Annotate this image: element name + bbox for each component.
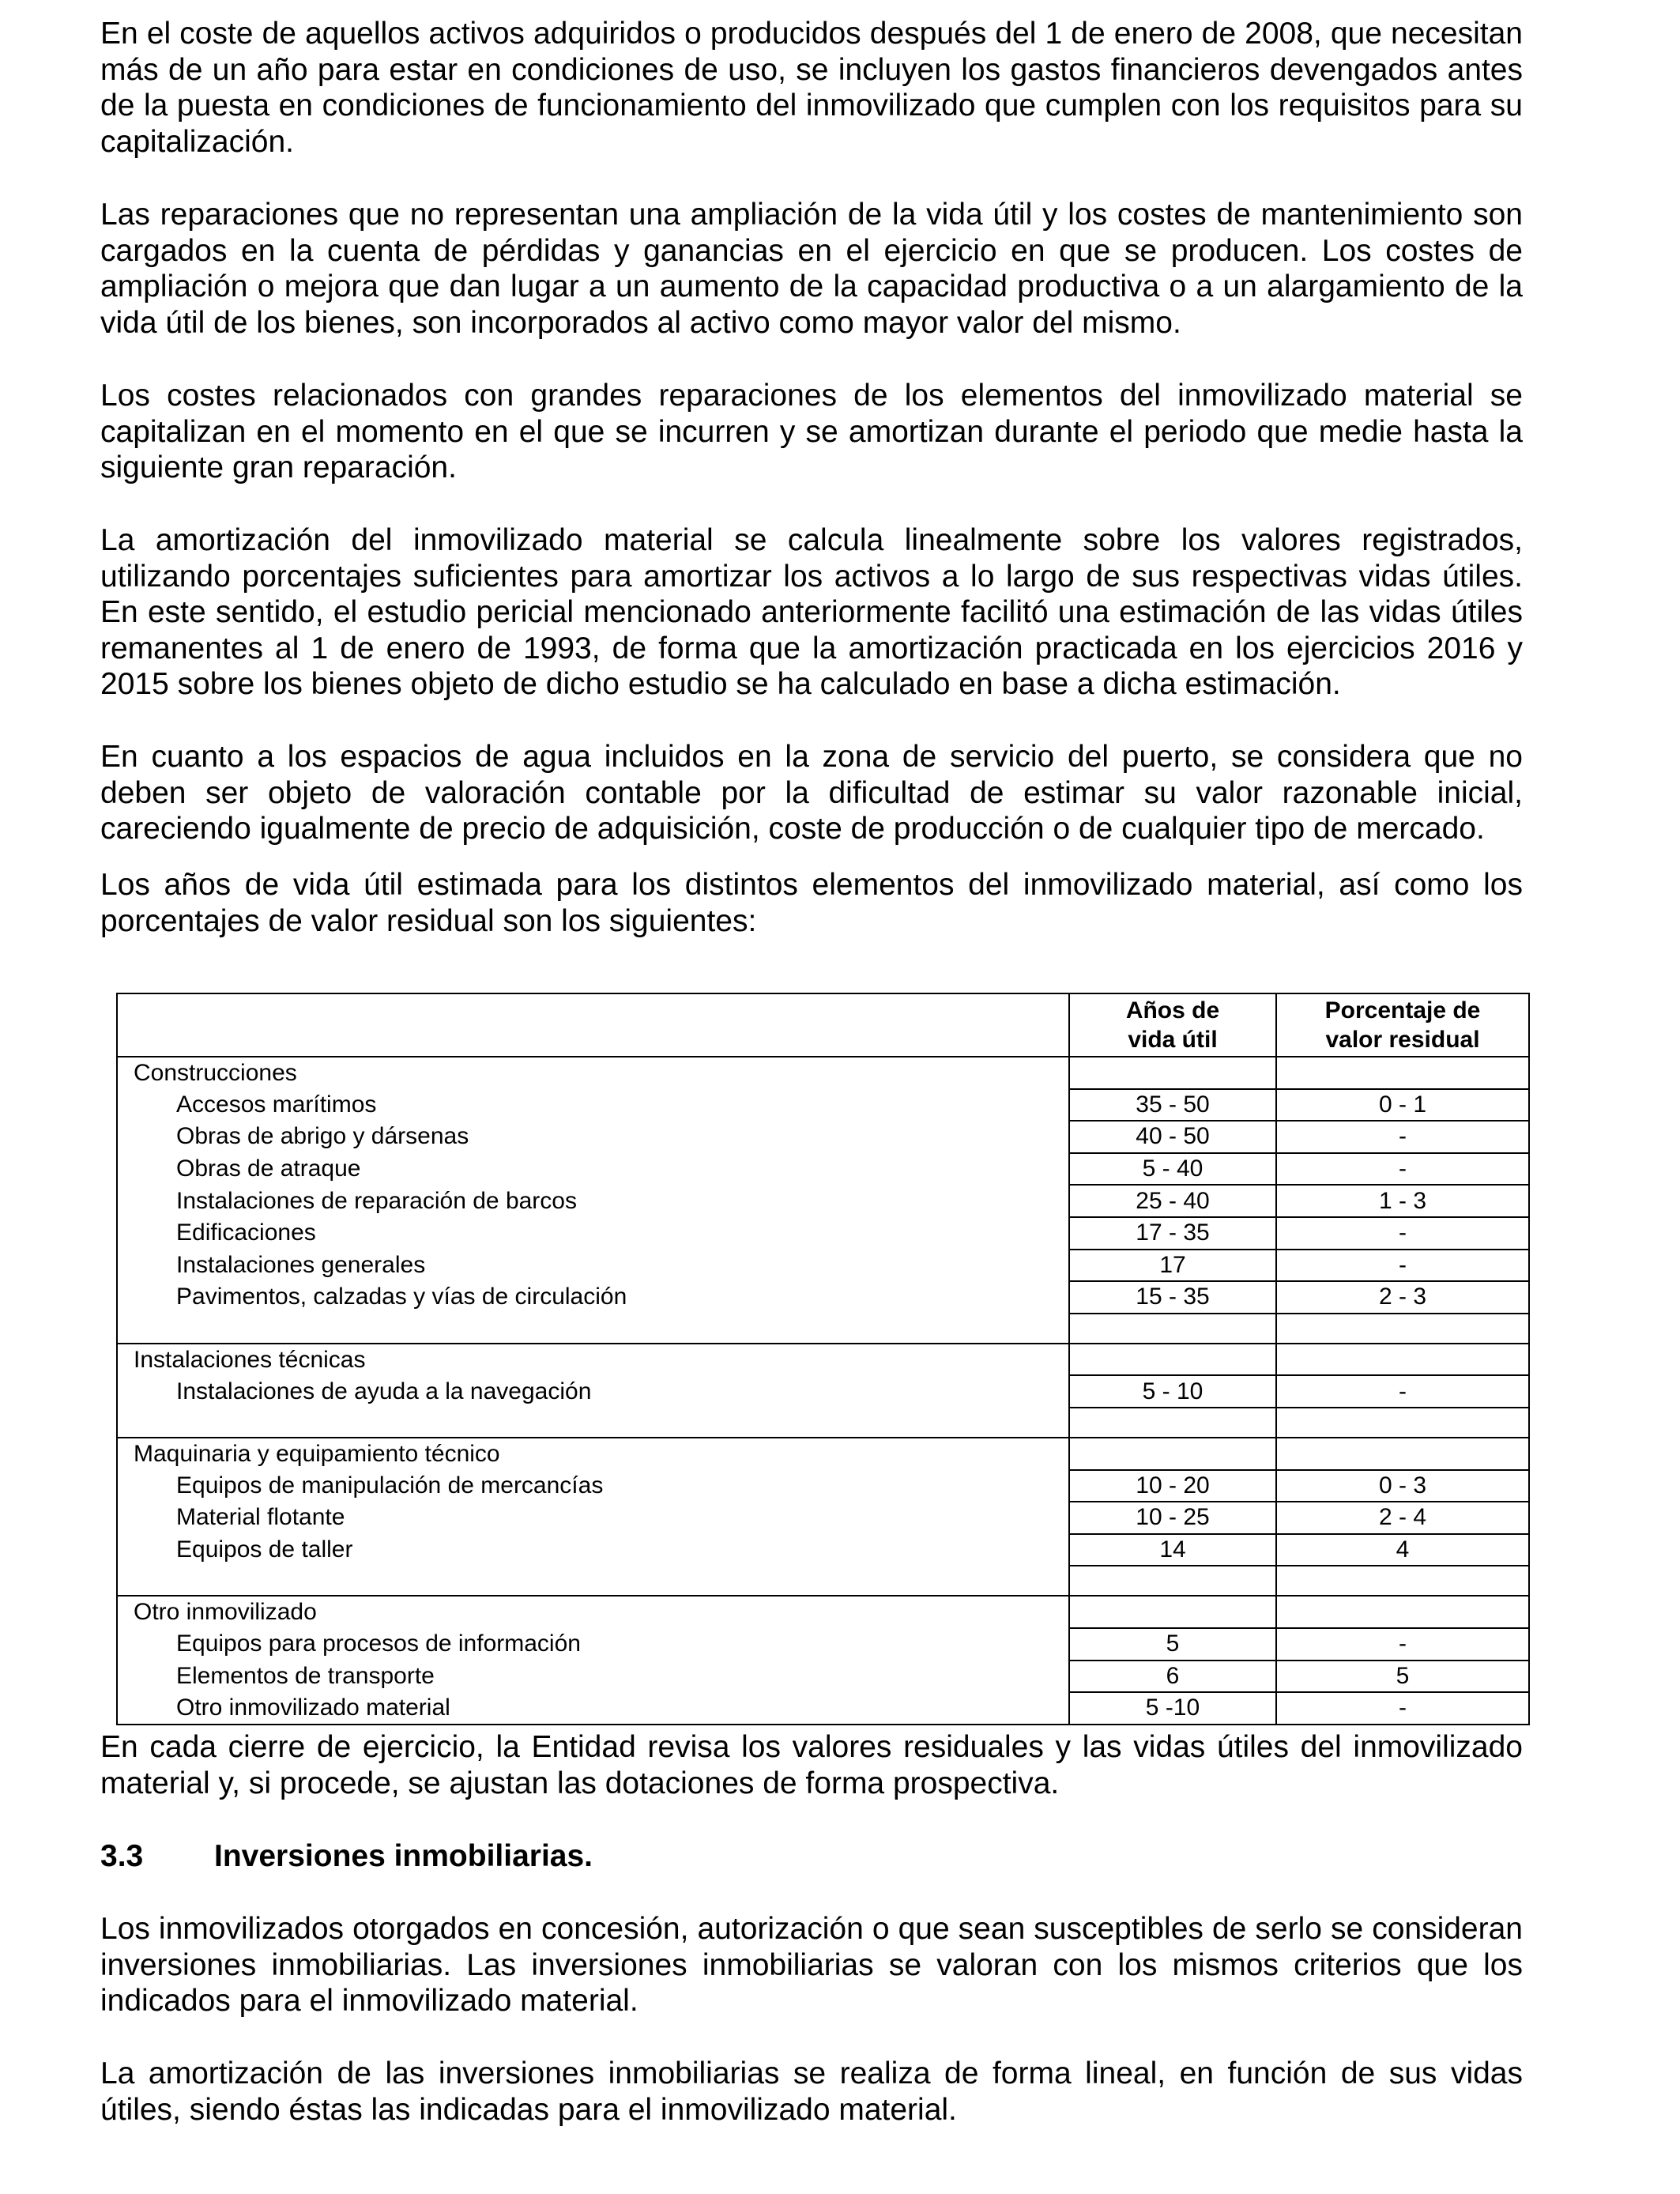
item-label: Equipos para procesos de información — [117, 1628, 1069, 1661]
table-row — [117, 1375, 1529, 1408]
residual-cell: - — [1276, 1628, 1529, 1661]
table-row — [117, 1281, 1529, 1314]
table-row — [117, 1250, 1529, 1282]
header-years: Años de vida útil — [1069, 993, 1276, 1057]
table-group-row — [117, 1438, 1529, 1470]
table-group-row — [117, 1596, 1529, 1628]
residual-cell: 5 — [1276, 1661, 1529, 1693]
spacer-cell — [1276, 1566, 1529, 1596]
residual-cell: - — [1276, 1121, 1529, 1153]
table-row — [117, 1661, 1529, 1693]
item-label: Edificaciones — [117, 1217, 1069, 1250]
years-cell: 10 - 20 — [1069, 1470, 1276, 1502]
residual-cell: - — [1276, 1250, 1529, 1282]
group-label: Construcciones — [117, 1057, 1069, 1089]
residual-cell: 4 — [1276, 1534, 1529, 1566]
group-label: Instalaciones técnicas — [117, 1344, 1069, 1376]
years-cell: 5 -10 — [1069, 1692, 1276, 1725]
item-label: Instalaciones generales — [117, 1250, 1069, 1282]
table-row — [117, 1502, 1529, 1534]
paragraph-annual-review: En cada cierre de ejercicio, la Entidad revisa los valores residuales y las vidas útiles del inmovilizado material y, si procede, se ajustan las dotaciones de forma prospectiva. — [100, 1730, 1523, 1800]
residual-cell: - — [1276, 1692, 1529, 1725]
years-cell — [1069, 1344, 1276, 1376]
residual-cell — [1276, 1438, 1529, 1470]
years-cell: 17 — [1069, 1250, 1276, 1282]
item-label: Pavimentos, calzadas y vías de circulación — [117, 1281, 1069, 1314]
spacer-cell — [1069, 1566, 1276, 1596]
residual-cell — [1276, 1057, 1529, 1089]
residual-cell: - — [1276, 1217, 1529, 1250]
item-label: Obras de abrigo y dársenas — [117, 1121, 1069, 1153]
paragraph-water-spaces: En cuanto a los espacios de agua incluidos en la zona de servicio del puerto, se considera que no deben ser objeto de valoración contable por la dificultad de estimar su valor razonable inicial, careciendo igualmente de precio de adquisición, coste de producción o de cualquier tipo de mercado. — [100, 740, 1523, 846]
years-cell: 35 - 50 — [1069, 1089, 1276, 1122]
spacer-cell — [1069, 1314, 1276, 1344]
item-label: Equipos de manipulación de mercancías — [117, 1470, 1069, 1502]
spacer-cell — [1276, 1408, 1529, 1438]
paragraph-depreciation: La amortización del inmovilizado material se calcula linealmente sobre los valores registrados, utilizando porcentajes suficientes para amortizar los activos a lo largo de sus respectivas vidas útiles. En este sentido, el estudio pericial mencionado anteriormente facilitó una estimación de las vidas útiles remanentes al 1 de enero de 1993, de forma que la amortización practicada en los ejercicios 2016 y 2015 sobre los bienes objeto de dicho estudio se ha calculado en base a dicha estimación. — [100, 523, 1523, 701]
residual-cell: 1 - 3 — [1276, 1185, 1529, 1217]
residual-cell — [1276, 1596, 1529, 1628]
table-row — [117, 1692, 1529, 1725]
item-label: Equipos de taller — [117, 1534, 1069, 1566]
table-row — [117, 1217, 1529, 1250]
residual-cell: 0 - 3 — [1276, 1470, 1529, 1502]
paragraph-table-intro: Los años de vida útil estimada para los distintos elementos del inmovilizado material, así como los porcentajes de valor residual son los siguientes: — [100, 868, 1523, 938]
years-cell — [1069, 1596, 1276, 1628]
spacer-cell — [117, 1566, 1069, 1596]
years-cell: 6 — [1069, 1661, 1276, 1693]
table-row — [117, 1089, 1529, 1122]
years-cell: 5 - 40 — [1069, 1153, 1276, 1186]
table-spacer-row — [117, 1566, 1529, 1596]
years-cell: 15 - 35 — [1069, 1281, 1276, 1314]
section-number: 3.3 — [100, 1839, 144, 1873]
paragraph-real-estate: Los inmovilizados otorgados en concesión, autorización o que sean susceptibles de serlo se consideran inversiones inmobiliarias. Las inversiones inmobiliarias se valoran con los mismos criterios que los indicados para el inmovilizado material. — [100, 1912, 1523, 2018]
spacer-cell — [1069, 1408, 1276, 1438]
group-label: Maquinaria y equipamiento técnico — [117, 1438, 1069, 1470]
table-spacer-row — [117, 1314, 1529, 1344]
item-label: Otro inmovilizado material — [117, 1692, 1069, 1725]
residual-cell: 2 - 4 — [1276, 1502, 1529, 1534]
header-blank — [117, 993, 1069, 1057]
table-row — [117, 1470, 1529, 1502]
residual-cell: 2 - 3 — [1276, 1281, 1529, 1314]
years-cell: 5 - 10 — [1069, 1375, 1276, 1408]
useful-life-table — [116, 993, 1530, 1725]
years-cell — [1069, 1438, 1276, 1470]
table-row — [117, 1153, 1529, 1186]
residual-cell — [1276, 1344, 1529, 1376]
item-label: Instalaciones de ayuda a la navegación — [117, 1375, 1069, 1408]
paragraph-major-repairs: Los costes relacionados con grandes reparaciones de los elementos del inmovilizado material se capitalizan en el momento en el que se incurren y se amortizan durante el periodo que medie hasta la siguiente gran reparación. — [100, 379, 1523, 484]
spacer-cell — [117, 1408, 1069, 1438]
years-cell — [1069, 1057, 1276, 1089]
table-row — [117, 1185, 1529, 1217]
table-group-row — [117, 1057, 1529, 1089]
paragraph-real-estate-depreciation: La amortización de las inversiones inmobiliarias se realiza de forma lineal, en función de sus vidas útiles, siendo éstas las indicadas para el inmovilizado material. — [100, 2056, 1523, 2127]
header-residual: Porcentaje de valor residual — [1276, 993, 1529, 1057]
years-cell: 10 - 25 — [1069, 1502, 1276, 1534]
table-row — [117, 1121, 1529, 1153]
years-cell: 5 — [1069, 1628, 1276, 1661]
years-cell: 40 - 50 — [1069, 1121, 1276, 1153]
table-spacer-row — [117, 1408, 1529, 1438]
item-label: Material flotante — [117, 1502, 1069, 1534]
paragraph-repairs: Las reparaciones que no representan una ampliación de la vida útil y los costes de mantenimiento son cargados en la cuenta de pérdidas y ganancias en el ejercicio en que se producen. Los costes de ampliación o mejora que dan lugar a un aumento de la capacidad productiva o a un alargamiento de la vida útil de los bienes, son incorporados al activo como mayor valor del mismo. — [100, 198, 1523, 340]
item-label: Obras de atraque — [117, 1153, 1069, 1186]
table-group-row — [117, 1344, 1529, 1376]
table-row — [117, 1628, 1529, 1661]
paragraph-financial-costs: En el coste de aquellos activos adquiridos o producidos después del 1 de enero de 2008, que necesitan más de un año para estar en condiciones de uso, se incluyen los gastos financieros devengados antes de la puesta en condiciones de funcionamiento del inmovilizado que cumplen con los requisitos para su capitalización. — [100, 17, 1523, 159]
residual-cell: 0 - 1 — [1276, 1089, 1529, 1122]
residual-cell: - — [1276, 1375, 1529, 1408]
table-row — [117, 1534, 1529, 1566]
spacer-cell — [1276, 1314, 1529, 1344]
years-cell: 17 - 35 — [1069, 1217, 1276, 1250]
section-title: Inversiones inmobiliarias. — [214, 1839, 593, 1873]
years-cell: 25 - 40 — [1069, 1185, 1276, 1217]
item-label: Accesos marítimos — [117, 1089, 1069, 1122]
group-label: Otro inmovilizado — [117, 1596, 1069, 1628]
residual-cell: - — [1276, 1153, 1529, 1186]
item-label: Instalaciones de reparación de barcos — [117, 1185, 1069, 1217]
years-cell: 14 — [1069, 1534, 1276, 1566]
table-header-row — [117, 993, 1529, 1057]
spacer-cell — [117, 1314, 1069, 1344]
table-body — [117, 1057, 1529, 1725]
section-heading — [100, 1839, 593, 1874]
item-label: Elementos de transporte — [117, 1661, 1069, 1693]
